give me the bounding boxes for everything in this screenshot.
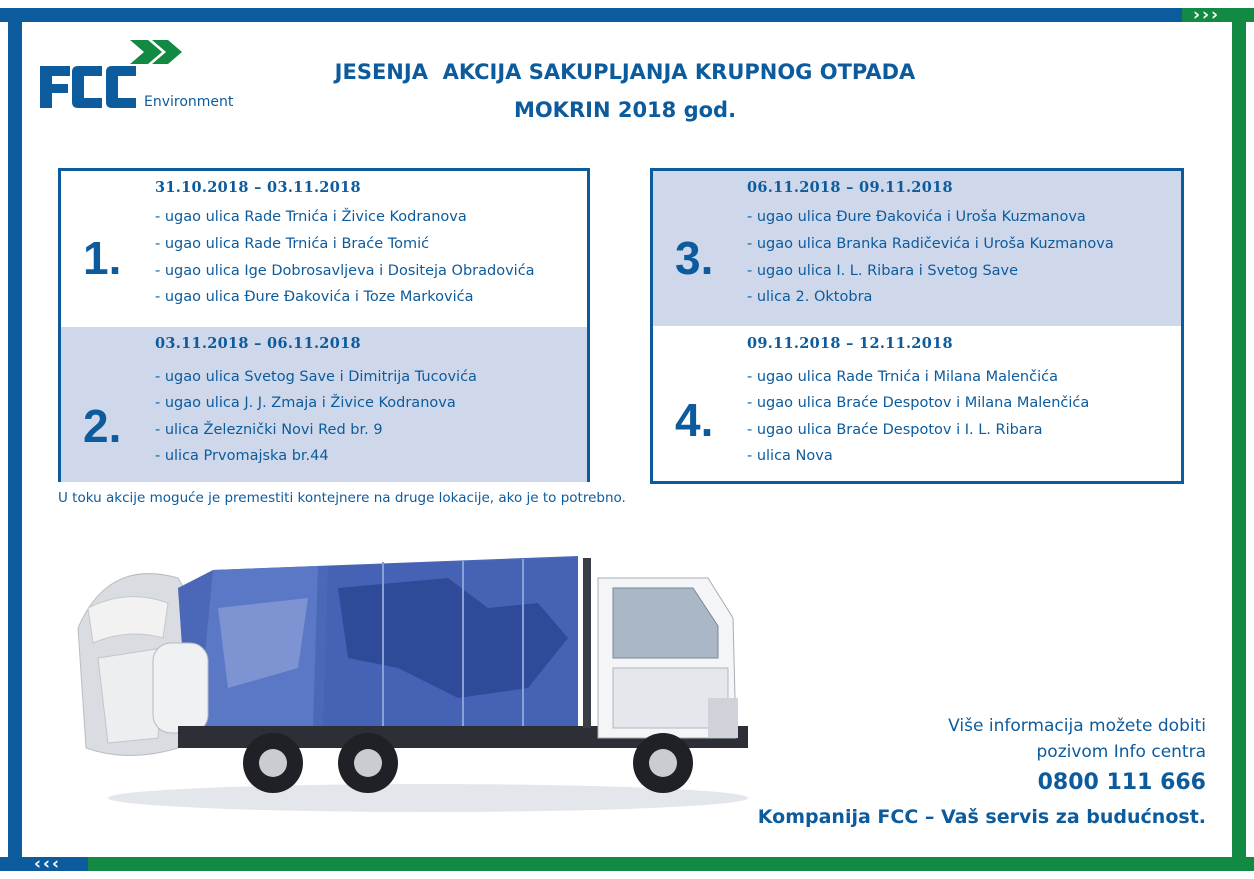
location-line: - ugao ulica Rade Trnića i Živice Kodranova (155, 209, 467, 225)
location-line: - ugao ulica Braće Despotov i I. L. Ribara (747, 422, 1043, 438)
location-line: - ulica Železnički Novi Red br. 9 (155, 422, 383, 438)
location-line: - ugao ulica Svetog Save i Dimitrija Tucovića (155, 369, 477, 385)
page-title: JESENJA AKCIJA SAKUPLJANJA KRUPNOG OTPADA (334, 60, 916, 84)
location-line: - ulica Nova (747, 448, 833, 464)
entry-date: 09.11.2018 – 12.11.2018 (747, 335, 953, 352)
info-phone: 0800 111 666 (1037, 770, 1206, 795)
entry-date: 31.10.2018 – 03.11.2018 (155, 179, 361, 196)
entry-number: 3. (675, 232, 714, 284)
frame-bottom-border (0, 854, 1254, 874)
schedule-entry-4 (653, 327, 1181, 482)
location-line: - ugao ulica J. J. Zmaja i Živice Kodranova (155, 395, 456, 411)
entry-number: 4. (675, 394, 714, 446)
schedule-card-right (650, 168, 1184, 484)
location-line: - ulica 2. Oktobra (747, 289, 873, 305)
chevron-right-icon: ››› (1192, 5, 1220, 25)
location-line: - ugao ulica Đure Đakovića i Uroša Kuzmanova (747, 209, 1086, 225)
location-line: - ugao ulica Ige Dobrosavljeva i Dositeja Obradovića (155, 263, 535, 279)
schedule-entry-1 (61, 171, 587, 326)
frame-left-border (8, 8, 22, 870)
location-line: - ugao ulica Rade Trnića i Braće Tomić (155, 236, 430, 252)
relocation-note: U toku akcije moguće je premestiti kontejnere na druge lokacije, ako je to potrebno. (58, 490, 626, 506)
entry-date: 03.11.2018 – 06.11.2018 (155, 335, 361, 352)
info-line-1: Više informacija možete dobiti (948, 716, 1206, 736)
chevron-left-icon: ‹‹‹ (34, 854, 62, 874)
location-line: - ugao ulica Đure Đakovića i Toze Markovića (155, 289, 474, 305)
frame-top-border (0, 5, 1254, 25)
page-subtitle: MOKRIN 2018 god. (513, 98, 737, 122)
logo-subtitle: Environment (144, 94, 234, 110)
location-line: - ugao ulica I. L. Ribara i Svetog Save (747, 263, 1019, 279)
location-line: - ugao ulica Rade Trnića i Milana Malenčića (747, 369, 1058, 385)
location-line: - ugao ulica Branka Radičevića i Uroša Kuzmanova (747, 236, 1114, 252)
frame-right-border (1232, 8, 1246, 870)
info-line-2: pozivom Info centra (1036, 742, 1206, 762)
schedule-entry-3 (653, 171, 1181, 326)
entry-number: 2. (83, 400, 122, 452)
schedule-card-left (58, 168, 590, 482)
location-line: - ugao ulica Braće Despotov i Milana Malenčića (747, 395, 1090, 411)
entry-number: 1. (83, 232, 122, 284)
garbage-truck-illustration (68, 548, 748, 818)
schedule-entry-2 (61, 327, 587, 482)
location-line: - ulica Prvomajska br.44 (155, 448, 329, 464)
entry-date: 06.11.2018 – 09.11.2018 (747, 179, 953, 196)
company-slogan: Kompanija FCC – Vaš servis za budućnost. (757, 806, 1206, 828)
